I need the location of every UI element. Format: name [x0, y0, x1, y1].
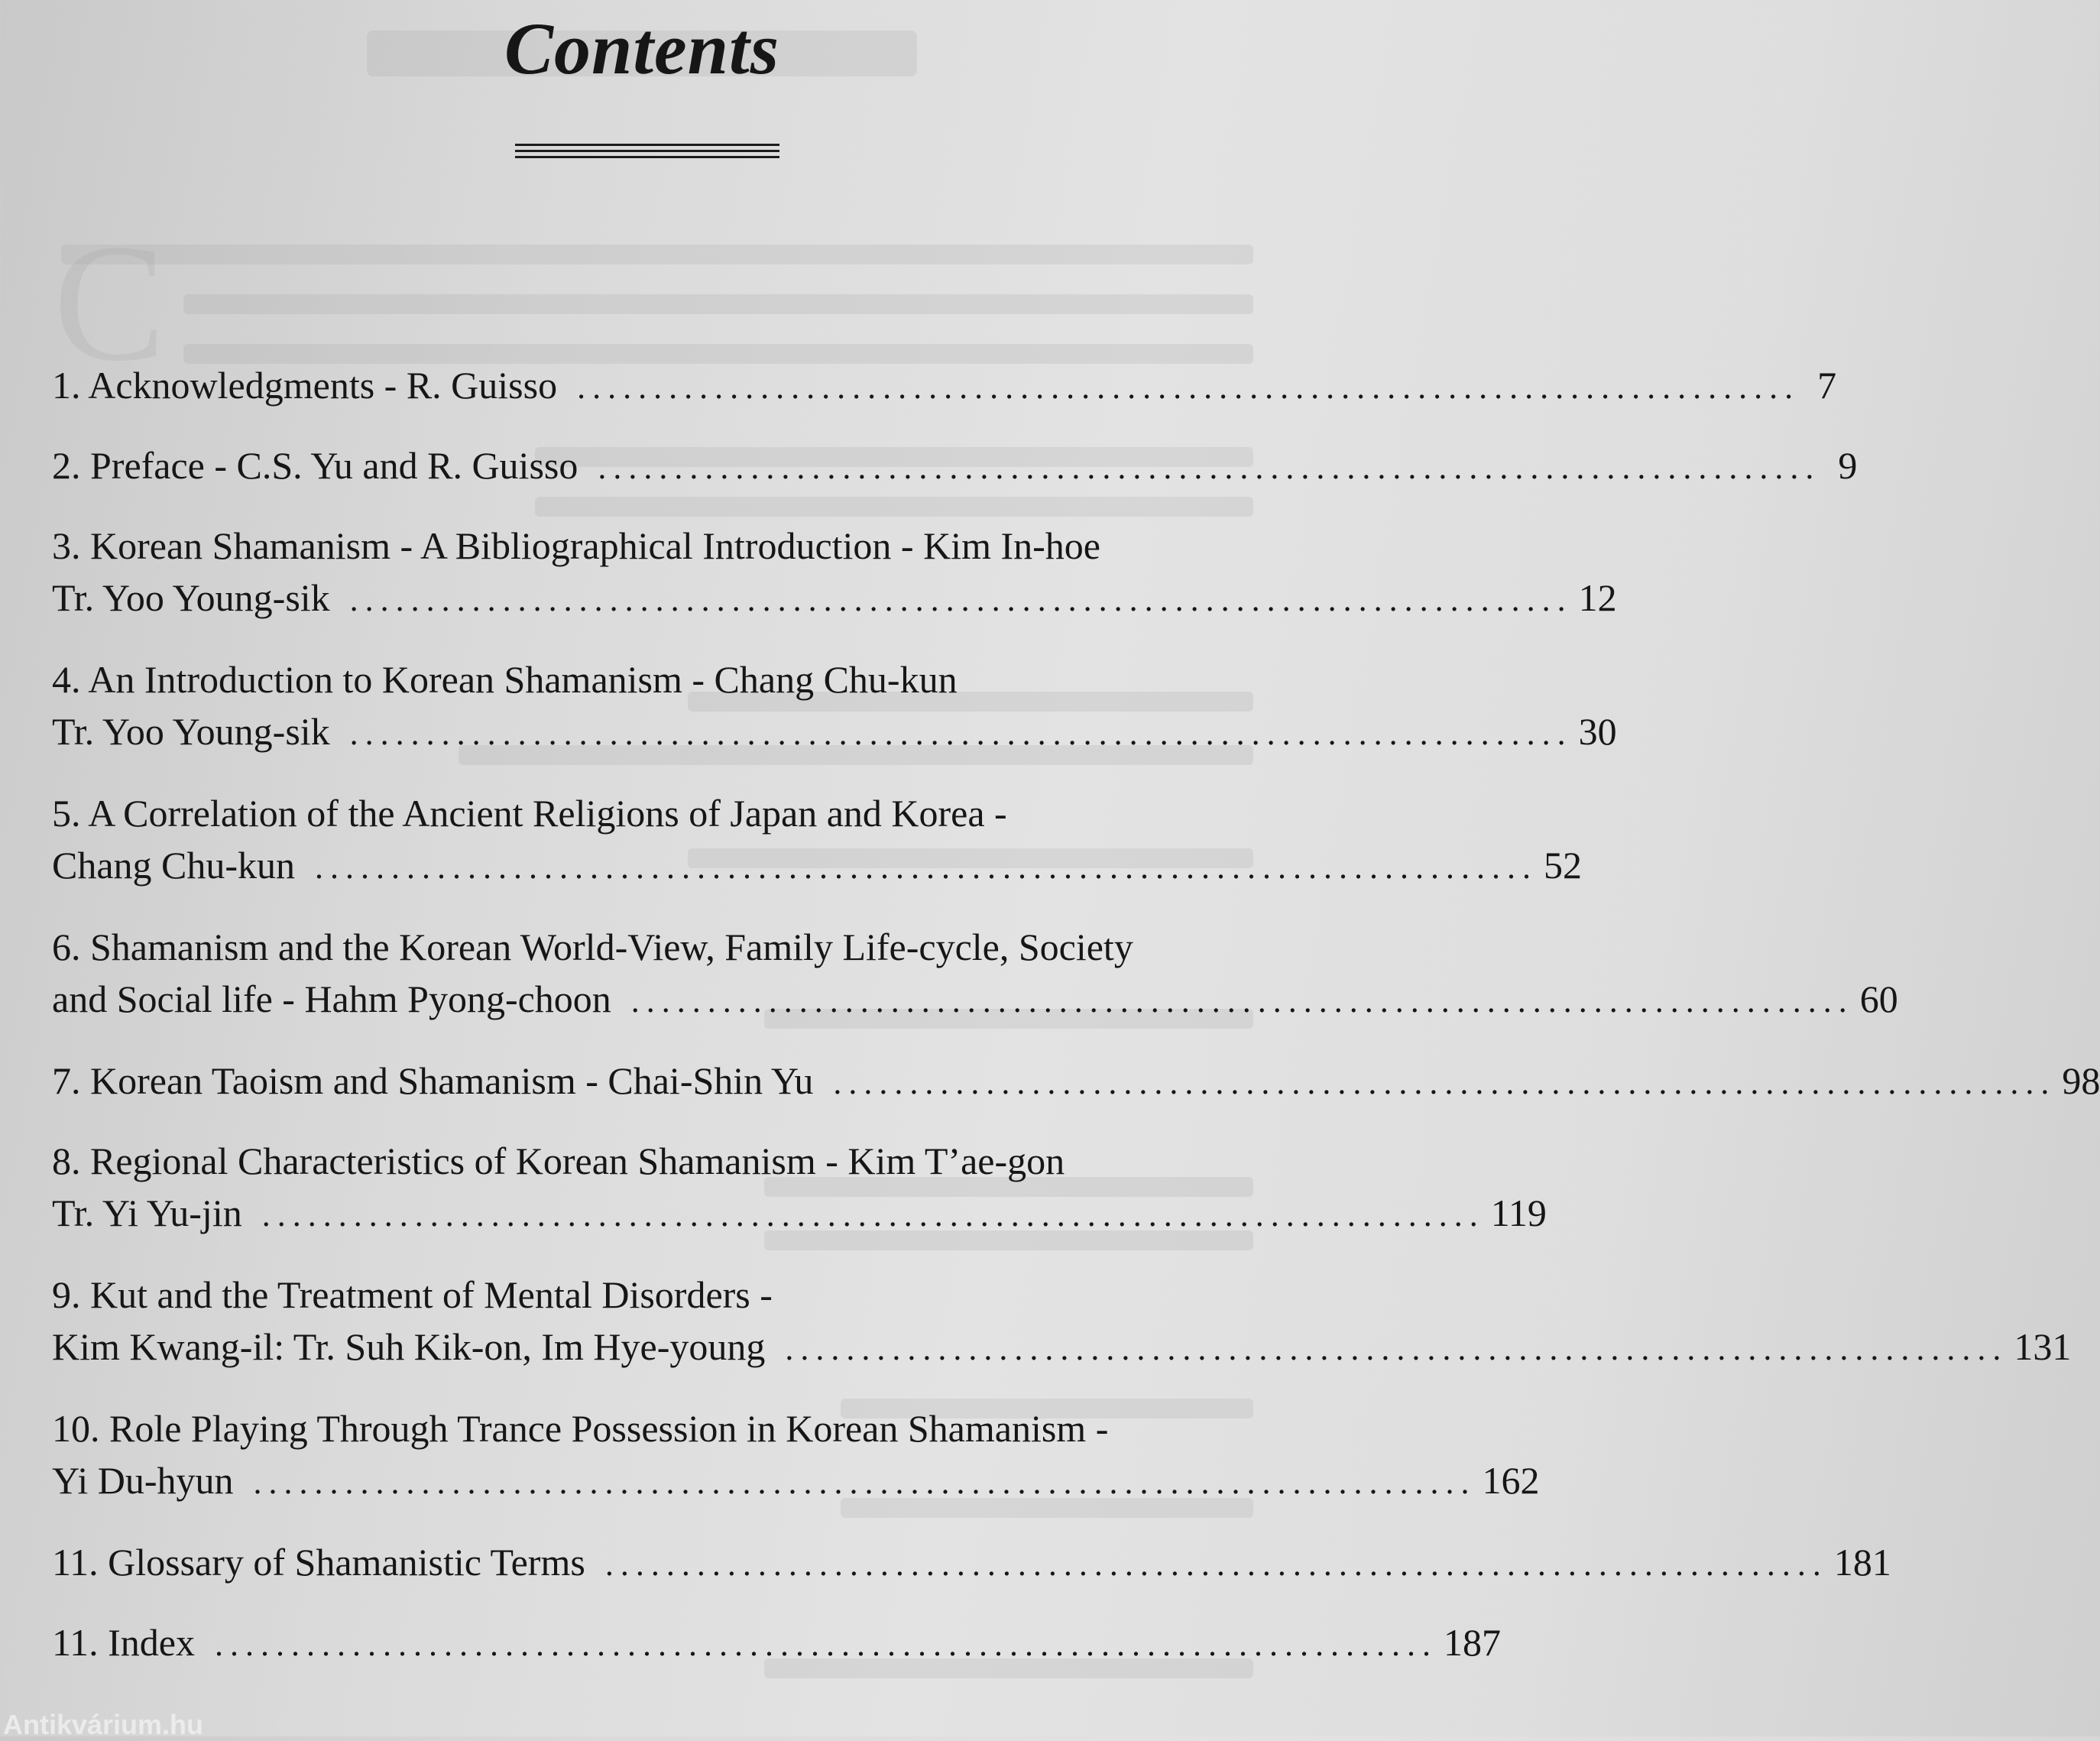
- toc-entry: [52, 653, 1617, 760]
- leader-dots: ................................................................................: [577, 368, 1800, 406]
- entry-title-line: Tr. Yoo Young-sik: [52, 576, 330, 619]
- leader-dots: ................................................................................: [604, 1545, 1828, 1583]
- watermark: Antikvárium.hu: [3, 1709, 204, 1740]
- page-number: 9: [1838, 444, 1858, 487]
- toc-entry: [52, 1135, 1547, 1241]
- toc-entry: [52, 1055, 2100, 1109]
- entry-title-line: 3. Korean Shamanism - A Bibliographical Introduction - Kim In-hoe: [52, 524, 1100, 567]
- entry-title-line: and Social life - Hahm Pyong-choon: [52, 977, 611, 1020]
- entry-title-line: 11. Index: [52, 1621, 195, 1664]
- toc-entry: [52, 1536, 1891, 1590]
- entry-title-line: 10. Role Playing Through Trance Possession in Korean Shamanism -: [52, 1407, 1109, 1450]
- entry-title-line: 6. Shamanism and the Korean World-View, Family Life-cycle, Society: [52, 926, 1133, 968]
- page-number: 162: [1482, 1459, 1540, 1502]
- title-rule: [515, 144, 779, 164]
- page-number: 131: [2014, 1325, 2072, 1368]
- toc-entry: [52, 787, 1583, 893]
- entry-title-line: 5. A Correlation of the Ancient Religions of Japan and Korea -: [52, 792, 1007, 835]
- page-number: 7: [1817, 364, 1837, 407]
- page-number: 187: [1444, 1621, 1501, 1664]
- entry-title-line: Tr. Yi Yu-jin: [52, 1191, 242, 1234]
- leader-dots: ................................................................................: [785, 1330, 2008, 1367]
- entry-title-line: Chang Chu-kun: [52, 844, 296, 887]
- leader-dots: ................................................................................: [215, 1626, 1437, 1663]
- entry-title-line: 1. Acknowledgments - R. Guisso: [52, 364, 558, 407]
- page-number: 181: [1833, 1541, 1891, 1584]
- leader-dots: ................................................................................: [598, 449, 1821, 486]
- leader-dots: ................................................................................: [349, 715, 1573, 752]
- entry-title-line: 2. Preface - C.S. Yu and R. Guisso: [52, 444, 578, 487]
- svg-text:C: C: [53, 209, 166, 396]
- toc-entry: [52, 1616, 1501, 1671]
- leader-dots: ................................................................................: [261, 1196, 1485, 1234]
- entry-title-line: 9. Kut and the Treatment of Mental Disorders -: [52, 1273, 773, 1316]
- toc-entry: [52, 439, 1858, 494]
- leader-dots: ................................................................................: [630, 982, 1854, 1020]
- leader-dots: ................................................................................: [315, 848, 1538, 886]
- entry-title-line: 8. Regional Characteristics of Korean Shamanism - Kim T’ae-gon: [52, 1140, 1065, 1182]
- table-of-contents: [52, 359, 2100, 1697]
- entry-title-line: Kim Kwang-il: Tr. Suh Kik-on, Im Hye-young: [52, 1325, 766, 1368]
- entry-title-line: 4. An Introduction to Korean Shamanism - Chang Chu-kun: [52, 658, 958, 701]
- entry-title-line: 7. Korean Taoism and Shamanism - Chai-Shin Yu: [52, 1059, 814, 1102]
- entry-title-line: Tr. Yoo Young-sik: [52, 710, 330, 753]
- page-number: 52: [1544, 844, 1583, 887]
- toc-entry: [52, 1269, 2072, 1375]
- toc-entry: [52, 520, 1617, 626]
- toc-entry: [52, 921, 1898, 1027]
- page-number: 30: [1578, 710, 1617, 753]
- entry-title-line: Yi Du-hyun: [52, 1459, 234, 1502]
- toc-entry: [52, 1402, 1540, 1509]
- page-number: 60: [1859, 977, 1898, 1020]
- toc-entry: [52, 359, 1837, 413]
- leader-dots: ................................................................................: [253, 1464, 1476, 1501]
- page-number: 12: [1578, 576, 1617, 619]
- leader-dots: ................................................................................: [833, 1064, 2056, 1101]
- page-number: 98: [2062, 1059, 2100, 1102]
- page-number: 119: [1490, 1191, 1547, 1234]
- page-title: Contents: [504, 8, 780, 89]
- entry-title-line: 11. Glossary of Shamanistic Terms: [52, 1541, 585, 1584]
- leader-dots: ................................................................................: [349, 581, 1573, 618]
